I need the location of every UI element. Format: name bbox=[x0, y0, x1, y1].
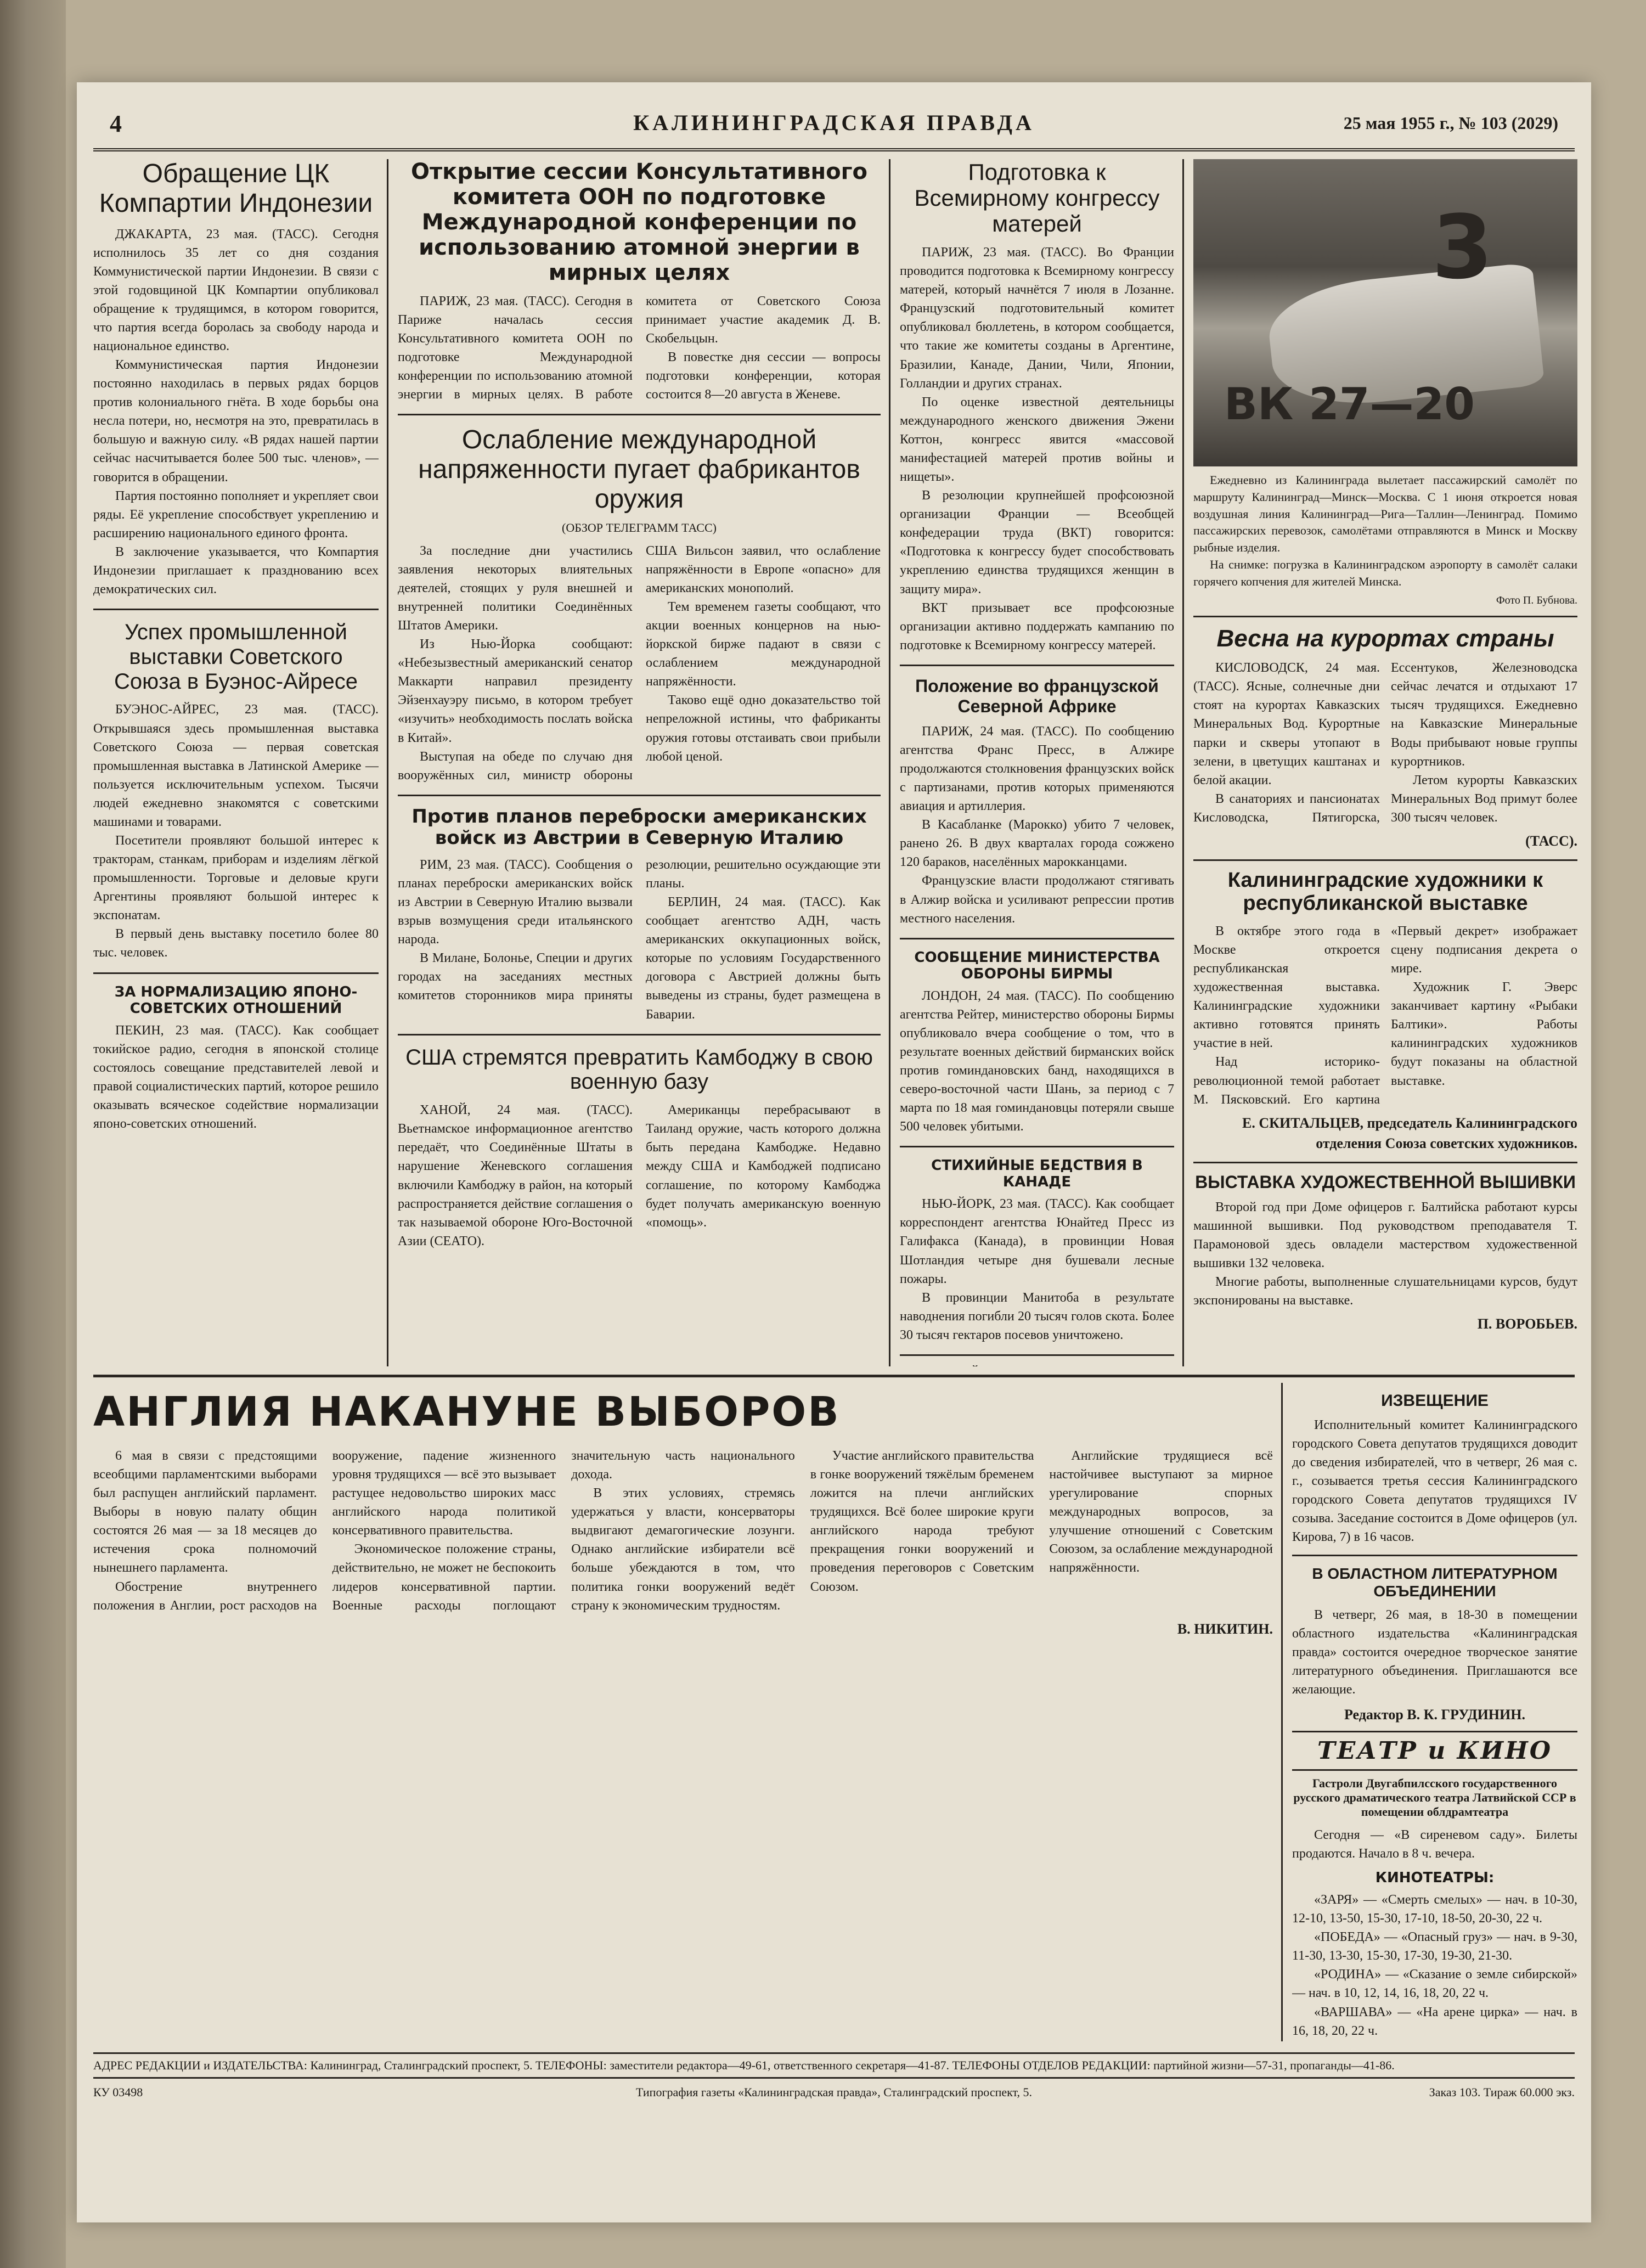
column-2 bbox=[398, 159, 881, 1366]
article-title: Ослабление международной напряженности пугает фабрикантов оружия bbox=[418, 425, 860, 514]
article-title: АНГЛИЯ НАКАНУНЕ ВЫБОРОВ bbox=[93, 1388, 841, 1436]
paragraph: В этих условиях, стремясь удержаться у власти, консерваторы выдвигают демагогические лозунги. Однако английские избиратели всё больше убеждаются в том, что политика гонки вооружений ведёт страну к экономическим трудностям. bbox=[571, 1486, 795, 1613]
theatre-heading: ТЕАТР и КИНО bbox=[1292, 1731, 1577, 1771]
paragraph: ХАНОЙ, 24 мая. (ТАСС). Вьетнамское информационное агентство передаёт, что Соединённые Штаты в нарушение Женевского соглашения включили Камбоджу в район, на который распространяется действие соглашения о так называемой обороне Юго-Восточной Азии (СЕАТО). bbox=[398, 1103, 633, 1248]
paragraph: Выступая на обеде по случаю дня вооружённых сил, министр обороны США Вильсон заявил, что ослабление напряжённости в Европе «опасно» для американских монополий. bbox=[398, 543, 881, 783]
article-body bbox=[900, 722, 1174, 928]
paragraph: Из Нью-Йорка сообщают: «Небезызвестный американский сенатор Маккарти направил президенту Эйзенхауэру письмо, в котором требует «изучить» необходимость послать войска в Китай». bbox=[398, 637, 633, 745]
article-body bbox=[900, 1195, 1174, 1344]
article-byline: В. НИКИТИН. bbox=[1177, 1620, 1273, 1637]
article-title: США стремятся превратить Камбоджу в свою военную базу bbox=[405, 1045, 873, 1094]
notice-title: ИЗВЕЩЕНИЕ bbox=[1381, 1392, 1489, 1410]
article-byline: П. ВОРОБЬЕВ. bbox=[1477, 1316, 1577, 1332]
article-title: ЗА НОРМАЛИЗАЦИЮ ЯПОНО-СОВЕТСКИХ ОТНОШЕНИЙ bbox=[114, 983, 358, 1017]
article-body bbox=[1193, 922, 1577, 1109]
notice-text: Исполнительный комитет Калининградского городского Совета депутатов трудящихся доводит до сведения избирателей, что в четверг, 26 мая с. г., созывается третья сессия Калининградского городского Совета депутатов трудящихся IV созыва. Заседание состоится в Доме офицеров (ул. Кирова, 7) в 16 часов. bbox=[1292, 1418, 1577, 1545]
article-title: Успех промышленной выставки Советского Союза в Буэнос-Айресе bbox=[114, 620, 358, 694]
article-body bbox=[398, 856, 881, 1024]
paragraph: КИСЛОВОДСК, 24 мая. (ТАСС). Ясные, солнечные дни стоят на курортах Кавказских Минеральных Вод. Курортные парки и скверы утопают в зелени, в цветущих каштанах и белой акации. bbox=[1193, 661, 1380, 787]
paragraph: В повестке дня сессии — вопросы подготовки конференции, которая состоится 8—20 августа в Женеве. bbox=[646, 350, 881, 402]
paragraph: «ВАРШАВА» — «На арене цирка» — нач. в 16, 18, 20, 22 ч. bbox=[1292, 2005, 1577, 2038]
paragraph: Участие английского правительства в гонке вооружений тяжёлым бременем ложится на плечи английских трудящихся. Всё более широкие круги английского народа требуют прекращения гонки вооружений и проведения переговоров с Советским Союзом. bbox=[810, 1449, 1034, 1594]
airplane-tail-number: 3 bbox=[1431, 196, 1493, 299]
paragraph: Коммунистическая партия Индонезии постоянно находилась в первых рядах борцов против колониального гнёта. В ходе борьбы она несла потери, но, несмотря на это, превратилась в большую и важную силу. «В рядах нашей партии сейчас насчитывается более 500 тыс. членов», — говорится в обращении. bbox=[93, 358, 379, 485]
paragraph: В октябре этого года в Москве откроется республиканская художественная выставка. Калининградские художники активно готовятся принять участие в ней. bbox=[1193, 924, 1380, 1051]
paragraph: Второй год при Доме офицеров г. Балтийска работают курсы машинной вышивки. Под руководством преподавателя Т. Парамоновой здесь овладели мастерством художественной вышивки 132 человека. bbox=[1193, 1200, 1577, 1270]
paragraph: РИМ, 23 мая. (ТАСС). Сообщения о планах переброски американских войск из Австрии в Северную Италию вызвали взрыв возмущения среди итальянского народа. bbox=[398, 857, 633, 947]
paragraph: ДЖАКАРТА, 23 мая. (ТАСС). Сегодня исполнилось 35 лет со дня создания Коммунистической партии Индонезии. В связи с этой годовщиной ЦК Компартии опубликовал обращение к трудящимся, в котором говорится, что партия всегда боролась за свободу народа и национальное единство. bbox=[93, 227, 379, 353]
paragraph: Тем временем газеты сообщают, что акции военных концернов на нью-йоркской бирже падают в связи с ослаблением международной напряжённости. bbox=[646, 599, 881, 689]
theatre-text: Сегодня — «В сиреневом саду». Билеты продаются. Начало в 8 ч. вечера. bbox=[1292, 1827, 1577, 1861]
binding-edge bbox=[0, 0, 66, 2268]
page-number: 4 bbox=[110, 110, 122, 137]
paragraph: В резолюции крупнейшей профсоюзной организации Франции — Всеобщей конфедерации труда (ВКТ) говорится: «Подготовка к конгрессу будет способствовать укреплению единства трудящихся женщин в защиту мира». bbox=[900, 488, 1174, 596]
article-body bbox=[93, 700, 379, 962]
cinema-list bbox=[1292, 1890, 1577, 2041]
paragraph: Обострение внутреннего положения в Англии, рост расходов на вооружение, падение жизненного уровня трудящихся — всё это вызывает растущее недовольство широких масс английского народа политикой консервативного правительства. bbox=[93, 1449, 556, 1613]
airplane-registration: ВК 27—20 bbox=[1224, 378, 1475, 430]
paragraph: ПАРИЖ, 23 мая. (ТАСС). Сегодня в Париже началась сессия Консультативного комитета ООН по подготовке Международной конференции по использованию атомной энергии в мирных целях. В работе комитета от Советского Союза принимает участие академик Д. В. Скобельцын. bbox=[398, 294, 881, 402]
issue-date: 25 мая 1955 г., № 103 (2029) bbox=[1343, 113, 1558, 133]
paragraph: Французские власти продолжают стягивать в Алжир войска и усиливают репрессии против местного населения. bbox=[900, 874, 1174, 926]
paragraph: В провинции Манитоба в результате наводнения погибли 20 тысяч голов скота. Более 30 тысяч гектаров посевов уничтожено. bbox=[900, 1290, 1174, 1342]
paragraph: 6 мая в связи с предстоящими всеобщими парламентскими выборами был распущен английский парламент. Выборы в новую палату общин состоятся 26 мая — за 18 месяцев до истечения срока полномочий нынешнего парламента. bbox=[93, 1449, 317, 1575]
article-title: СООБЩЕНИЕ МИНИСТЕРСТВА ОБОРОНЫ БИРМЫ bbox=[914, 949, 1160, 982]
paragraph: По оценке известной деятельницы международного женского движения Эжени Коттон, конгресс явится «массовой манифестацией матерей против войны и нищеты». bbox=[900, 395, 1174, 485]
paragraph: В Касабланке (Марокко) убито 7 человек, ранено 26. В двух кварталах города сожжено 120 бараков, населённых марокканцами. bbox=[900, 818, 1174, 870]
paragraph: Партия постоянно пополняет и укрепляет свои ряды. Её укрепление способствует укреплению и расширению национального единого фронта. bbox=[93, 488, 379, 541]
photo-credit: Фото П. Бубнова. bbox=[1496, 594, 1577, 606]
paragraph: ПАРИЖ, 24 мая. (ТАСС). По сообщению агентства Франс Пресс, в Алжире продолжаются столкновения французских войск с партизанами, против которых применяются авиация и артиллерия. bbox=[900, 724, 1174, 814]
footer-address: АДРЕС РЕДАКЦИИ и ИЗДАТЕЛЬСТВА: Калининград, Сталинградский проспект, 5. ТЕЛЕФОНЫ: заместители редактора—49-61, ответственного секретаря—41-87. ТЕЛЕФОНЫ ОТДЕЛОВ РЕДАКЦИИ: партийной жизни—57-31, пропаганды—41-86. bbox=[93, 2052, 1575, 2079]
article-body bbox=[398, 542, 881, 785]
notice-title: В ОБЛАСТНОМ ЛИТЕРАТУРНОМ ОБЪЕДИНЕНИИ bbox=[1312, 1564, 1558, 1600]
masthead bbox=[93, 104, 1575, 151]
newspaper-title: КАЛИНИНГРАДСКАЯ ПРАВДА bbox=[633, 110, 1035, 135]
paragraph: ВКТ призывает все профсоюзные организации активно поддержать кампанию по подготовке к Всемирному конгрессу матерей. bbox=[900, 600, 1174, 652]
article-subtitle: (ОБЗОР ТЕЛЕГРАММ ТАСС) bbox=[562, 520, 717, 534]
paragraph: В Милане, Болонье, Специи и других городах на заседаниях местных комитетов сторонников мира приняты резолюции, решительно осуждающие эти планы. bbox=[398, 857, 881, 1003]
article-body bbox=[900, 987, 1174, 1136]
paragraph: «РОДИНА» — «Сказание о земле сибирской» — нач. в 10, 12, 14, 16, 18, 20, 22 ч. bbox=[1292, 1967, 1577, 2001]
article-body bbox=[398, 1101, 881, 1251]
footer-code: КУ 03498 bbox=[93, 2085, 143, 2099]
paragraph: ПЕКИН, 23 мая. (ТАСС). Как сообщает токийское радио, сегодня в японской столице состоялось совещание представителей левой и правой социалистических партий, которое решило оказывать всяческое содействие нормализации японо-советских отношений. bbox=[93, 1023, 379, 1131]
footer-order: Заказ 103. Тираж 60.000 экз. bbox=[1429, 2085, 1575, 2099]
paragraph: «ЗАРЯ» — «Смерть смелых» — нач. в 10-30, 12-10, 13-50, 15-30, 17-10, 18-50, 20-30, 22 ч. bbox=[1292, 1893, 1577, 1926]
notice-text: В четверг, 26 мая, в 18-30 в помещении областного издательства «Калининградская правда» состоится очередное творческое занятие литературного объединения. Приглашаются все желающие. bbox=[1292, 1607, 1577, 1697]
article-body bbox=[1193, 659, 1577, 827]
article-body bbox=[93, 1447, 1273, 1615]
bottom-article bbox=[93, 1383, 1273, 2041]
column-1 bbox=[93, 159, 379, 1366]
paragraph: «ПОБЕДА» — «Опасный груз» — нач. в 9-30, 11-30, 13-30, 15-30, 17-30, 19-30, 21-30. bbox=[1292, 1930, 1577, 1963]
paragraph: Экономическое положение страны, действительно, не может не беспокоить лидеров консервативной партии. Военные расходы поглощают значительную часть национального дохода. bbox=[332, 1449, 795, 1613]
paragraph: В санаториях и пансионатах Кисловодска, Пятигорска, Ессентуков, Железноводска сейчас лечатся и отдыхают 17 тысяч трудящихся. Ежедневно на Кавказские Минеральные Воды прибывают новые группы курортников. bbox=[1193, 661, 1577, 825]
article-title: Весна на курортах страны bbox=[1216, 624, 1554, 652]
paragraph bbox=[1292, 2040, 1577, 2041]
paragraph: В первый день выставку посетило более 80 тыс. человек. bbox=[93, 927, 379, 960]
column-notices bbox=[1292, 1383, 1577, 2041]
paragraph: ПАРИЖ, 23 мая. (ТАСС). Во Франции проводится подготовка к Всемирному конгрессу матерей, который начнётся 7 июля в Лозанне. Французский подготовительный комитет опубликовал бюллетень, в котором сообщается, что такие же комитеты созданы в Аргентине, Бразилии, Канаде, Дании, Чили, Японии, Голландии и других странах. bbox=[900, 245, 1174, 391]
article-title: Против планов переброски американских войск из Австрии в Северную Италию bbox=[412, 805, 867, 849]
paragraph: БЕРЛИН, 24 мая. (ТАСС). Как сообщает агентство АДН, часть американских оккупационных войск, которые по условиям Государственного договора с Австрией должны быть выведены из страны, будет размещена в Баварии. bbox=[646, 895, 881, 1022]
photo-caption-detail: На снимке: погрузка в Калининградском аэропорту в самолёт салаки горячего копчения для жителей Минска. bbox=[1193, 557, 1577, 588]
photo-caption: Ежедневно из Калининграда вылетает пассажирский самолёт по маршруту Калининград—Минск—Москва. С 1 июня откроется новая воздушная линия Калининград—Рига—Таллин—Ленинград. Помимо пассажирских перевозок, самолётами отправляются в Минск и Москву рыбные изделия. bbox=[1193, 473, 1577, 555]
paragraph: БУЭНОС-АЙРЕС, 23 мая. (ТАСС). Открывшаяся здесь промышленная выставка Советского Союза — первая советская промышленная выставка в Латинской Америке — пользуется исключительным успехом. Тысячи людей ежедневно знакомятся с советскими машинами и товарами. bbox=[93, 702, 379, 829]
paragraph: Таково ещё одно доказательство той непреложной истины, что фабриканты оружия готовы отстаивать свои прибыли любой ценой. bbox=[646, 693, 881, 764]
article-body bbox=[900, 243, 1174, 655]
editor-line: Редактор В. К. ГРУДИНИН. bbox=[1344, 1706, 1525, 1723]
article-title: ВЫСТАВКА ХУДОЖЕСТВЕННОЙ ВЫШИВКИ bbox=[1195, 1172, 1576, 1192]
airplane-photo bbox=[1193, 159, 1577, 466]
paragraph: Над историко-революционной темой работает М. Пясковский. Его картина «Первый декрет» изображает сцену подписания декрета о мире. bbox=[1193, 924, 1577, 1107]
paragraph: Летом курорты Кавказских Минеральных Вод примут более 300 тысяч человек. bbox=[1391, 773, 1577, 825]
cinema-heading: КИНОТЕАТРЫ: bbox=[1375, 1870, 1495, 1887]
article-title: Положение во французской Северной Африке bbox=[915, 676, 1159, 716]
paragraph: ЛОНДОН, 24 мая. (ТАСС). По сообщению агентства Рейтер, министерство обороны Бирмы опубликовало вчера сообщение о том, что в результате военных действий бирманских войск против гоминдановских банд, находящихся в северо-восточной части Шань, за период с 7 марта по 18 мая гоминдановцы потеряли свыше 500 человек убитыми. bbox=[900, 988, 1174, 1134]
column-4 bbox=[1193, 159, 1577, 1366]
paragraph: Художник Г. Эверс заканчивает картину «Рыбаки Балтики». Работы калининградских художников будут показаны на областной выставке. bbox=[1391, 980, 1577, 1088]
article-body bbox=[93, 225, 379, 599]
article-body bbox=[93, 1021, 379, 1133]
paragraph: Английские трудящиеся всё настойчивее выступают за мирное урегулирование спорных международных вопросов, за улучшение отношений с Советским Союзом, за ослабление международной напряжённости. bbox=[1049, 1449, 1273, 1575]
article-title: Обращение ЦК Компартии Индонезии bbox=[99, 159, 373, 218]
theatre-subtitle: Гастроли Двугабпилсского государственного русского драматического театра Латвийской ССР в помещении облдрамтеатра bbox=[1293, 1776, 1576, 1819]
article-title: Подготовка к Всемирному конгрессу матерей bbox=[914, 159, 1160, 237]
article-byline: (ТАСС). bbox=[1525, 832, 1577, 849]
footer-printer: Типография газеты «Калининградская правда», Сталинградский проспект, 5. bbox=[636, 2085, 1032, 2099]
paragraph: Американцы перебрасывают в Таиланд оружие, часть которого должна быть передана Камбодже. Недавно между США и Камбоджей подписано соглашение, по которому Камбоджа будет получать американскую военную «помощь». bbox=[646, 1103, 881, 1230]
article-body bbox=[398, 292, 881, 404]
paragraph: Многие работы, выполненные слушательницами курсов, будут экспонированы на выставке. bbox=[1193, 1274, 1577, 1308]
article-title: Калининградские художники к республиканской выставке bbox=[1227, 868, 1543, 915]
paragraph: В заключение указывается, что Компартия Индонезии приглашает к празднованию всех демократических сил. bbox=[93, 544, 379, 596]
paragraph: Посетители проявляют большой интерес к тракторам, станкам, приборам и изделиям лёгкой промышленности. Торговые и деловые круги Аргентины проявляют большой интерес к экспонатам. bbox=[93, 834, 379, 923]
article-title: СТИХИЙНЫЕ БЕДСТВИЯ В КАНАДЕ bbox=[931, 1157, 1143, 1191]
article-body bbox=[1193, 1198, 1577, 1310]
article-title: Открытие сессии Консультативного комитета ООН по подготовке Международной конференции по использованию атомной энергии в мирных целях bbox=[410, 159, 868, 285]
column-3 bbox=[900, 159, 1174, 1366]
paragraph: За последние дни участились заявления некоторых влиятельных деятелей, стоящих у руля внешней и внутренней политики Соединённых Штатов Америки. bbox=[398, 543, 633, 633]
article-byline: Е. СКИТАЛЬЦЕВ, председатель Калининградского отделения Союза советских художников. bbox=[1242, 1115, 1577, 1151]
paragraph: НЬЮ-ЙОРК, 23 мая. (ТАСС). Как сообщает корреспондент агентства Юнайтед Пресс из Галифакса (Канада), в провинции Новая Шотландия четыре дня бушевали лесные пожары. bbox=[900, 1197, 1174, 1286]
newspaper-page bbox=[77, 82, 1591, 2222]
